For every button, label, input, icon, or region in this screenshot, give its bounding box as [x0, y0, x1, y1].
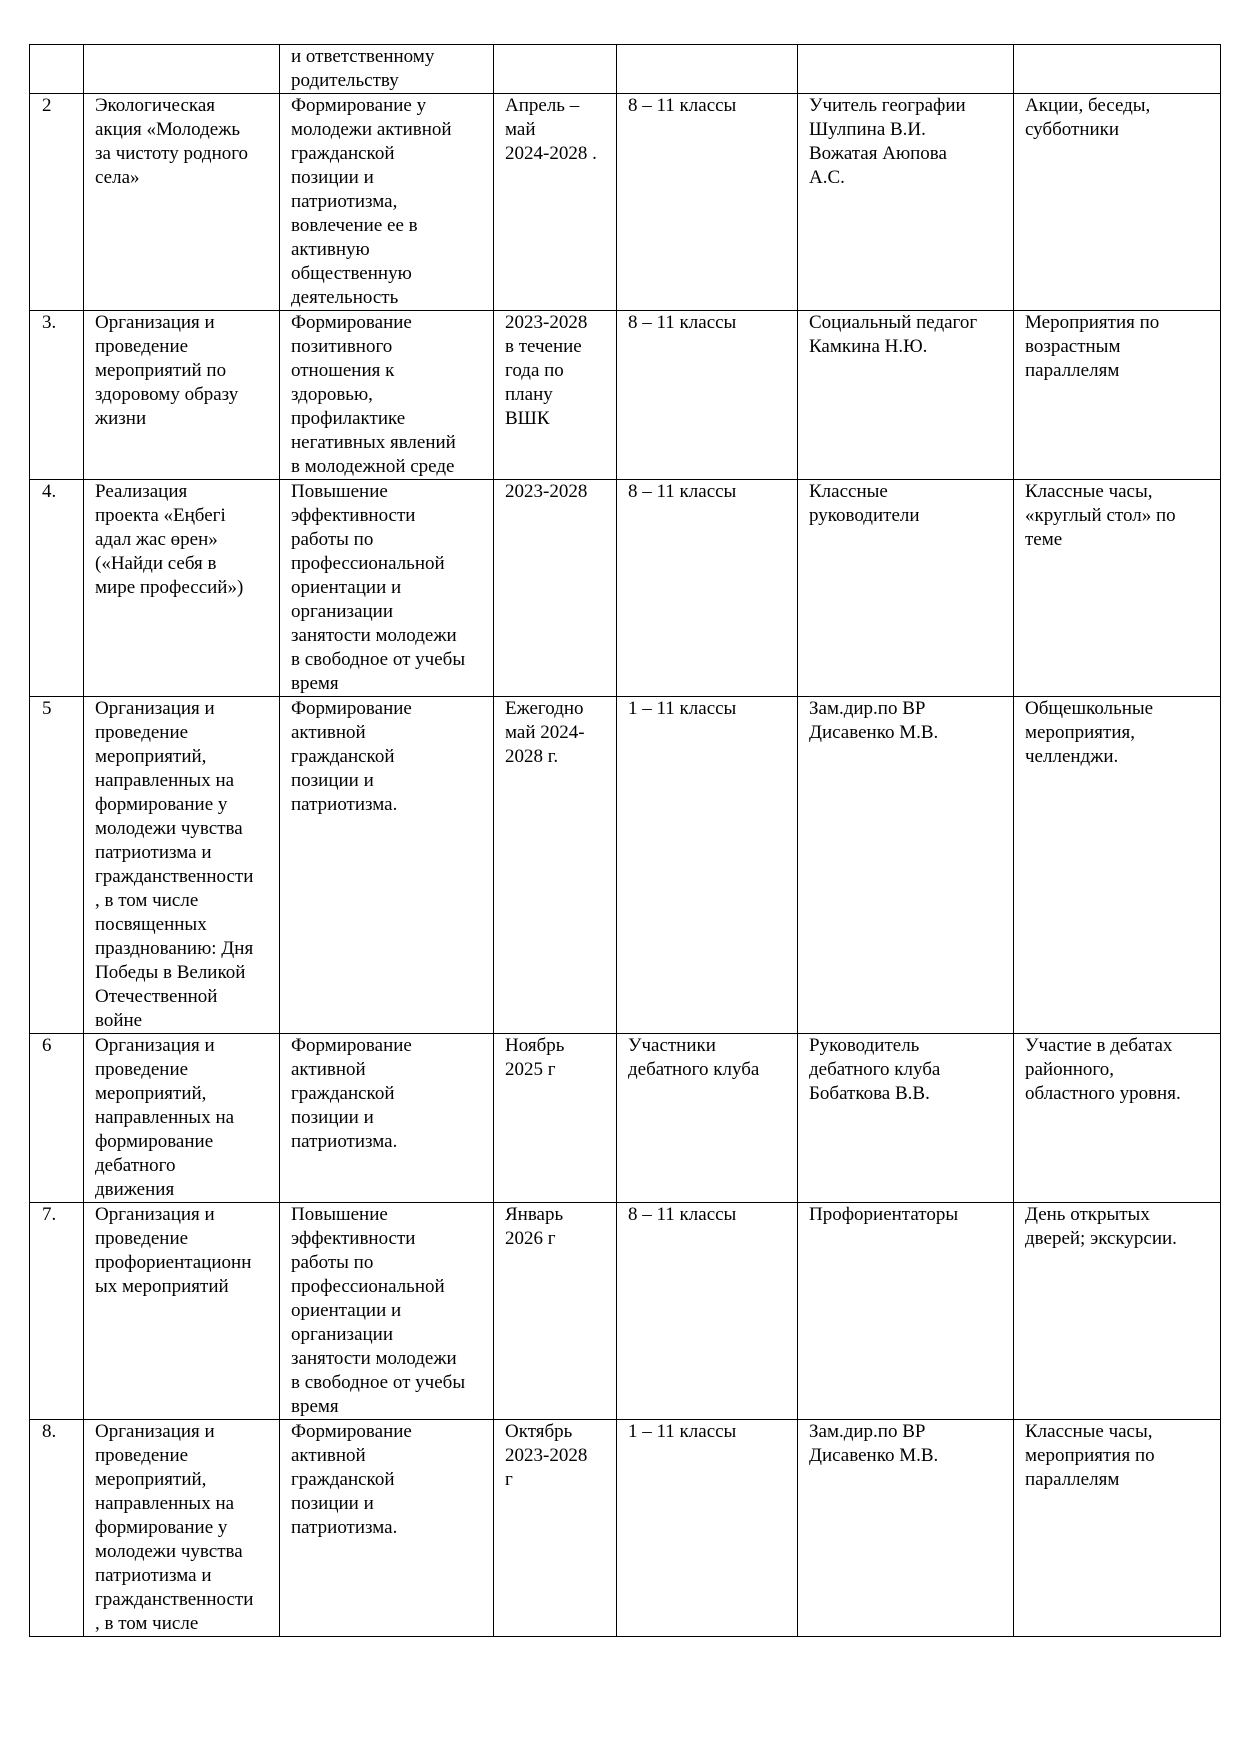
event-form: Акции, беседы, субботники: [1025, 95, 1151, 140]
responsible-cell: [798, 697, 1014, 1034]
table-row: [30, 94, 1221, 311]
event-dates: Ежегодно май 2024- 2028 г.: [505, 698, 585, 767]
event-cell: [84, 94, 280, 311]
event-participants: Участники дебатного клуба: [628, 1035, 760, 1080]
row-number-cell: [30, 480, 84, 697]
form-cell: [1014, 311, 1221, 480]
responsible-cell: [798, 480, 1014, 697]
participants-cell: [617, 94, 798, 311]
form-cell: [1014, 45, 1221, 94]
row-number-cell: [30, 311, 84, 480]
event-form: Классные часы, мероприятия по параллелям: [1025, 1421, 1155, 1490]
event-name: Организация и проведение мероприятий, направленных на формирование дебатного движения: [95, 1035, 235, 1200]
event-name: Реализация проекта «Еңбегі адал жас өрен» («Найди себя в мире профессий»): [95, 481, 244, 598]
event-form: Участие в дебатах районного, областного уровня.: [1025, 1035, 1181, 1104]
event-responsible: Учитель географии Шулпина В.И. Вожатая Аюпова А.С.: [809, 95, 966, 188]
row-number-cell: [30, 94, 84, 311]
event-responsible: Социальный педагог Камкина Н.Ю.: [809, 312, 978, 357]
event-cell: [84, 480, 280, 697]
event-goal: Повышение эффективности работы по профессиональной ориентации и организации занятости молодежи в свободное от учебы время: [291, 481, 466, 694]
table-body: [30, 45, 1221, 1637]
form-cell: [1014, 1420, 1221, 1637]
event-name: Организация и проведение мероприятий, направленных на формирование у молодежи чувства патриотизма и гражданственности , в том числе: [95, 1421, 254, 1634]
form-cell: [1014, 94, 1221, 311]
event-participants: 8 – 11 классы: [628, 95, 737, 116]
event-responsible: Классные руководители: [809, 481, 920, 526]
event-dates: Октябрь 2023-2028 г: [505, 1421, 588, 1490]
row-number: 7.: [42, 1204, 57, 1225]
row-number-cell: [30, 1420, 84, 1637]
event-form: Мероприятия по возрастным параллелям: [1025, 312, 1160, 381]
event-goal: и ответственному родительству: [291, 46, 435, 91]
event-goal: Формирование активной гражданской позиции и патриотизма.: [291, 1421, 412, 1538]
event-name: Организация и проведение мероприятий, направленных на формирование у молодежи чувства патриотизма и гражданственности , в том числе посвященных празднованию: Дня Победы в Великой Отечественной войне: [95, 698, 254, 1031]
participants-cell: [617, 1203, 798, 1420]
table-row: [30, 1203, 1221, 1420]
form-cell: [1014, 1034, 1221, 1203]
goal-cell: [280, 311, 494, 480]
event-cell: [84, 1034, 280, 1203]
event-dates: Январь 2026 г: [505, 1204, 564, 1249]
row-number-cell: [30, 45, 84, 94]
row-number: 2: [42, 95, 52, 116]
event-goal: Формирование у молодежи активной гражданской позиции и патриотизма, вовлечение ее в активную общественную деятельность: [291, 95, 452, 308]
event-responsible: Зам.дир.по ВР Дисавенко М.В.: [809, 1421, 939, 1466]
activities-table: [29, 44, 1221, 1637]
dates-cell: [494, 480, 617, 697]
responsible-cell: [798, 311, 1014, 480]
event-form: День открытых дверей; экскурсии.: [1025, 1204, 1177, 1249]
event-participants: 1 – 11 классы: [628, 1421, 737, 1442]
responsible-cell: [798, 1034, 1014, 1203]
event-name: Экологическая акция «Молодежь за чистоту родного села»: [95, 95, 249, 188]
row-number-cell: [30, 697, 84, 1034]
event-goal: Формирование позитивного отношения к здоровью, профилактике негативных явлений в молодежной среде: [291, 312, 456, 477]
row-number-cell: [30, 1203, 84, 1420]
goal-cell: [280, 697, 494, 1034]
event-cell: [84, 1203, 280, 1420]
participants-cell: [617, 45, 798, 94]
event-participants: 8 – 11 классы: [628, 481, 737, 502]
event-dates: 2023-2028 в течение года по плану ВШК: [505, 312, 588, 429]
event-responsible: Руководитель дебатного клуба Бобаткова В.В.: [809, 1035, 941, 1104]
table-row: [30, 1034, 1221, 1203]
dates-cell: [494, 45, 617, 94]
event-participants: 8 – 11 классы: [628, 312, 737, 333]
dates-cell: [494, 1034, 617, 1203]
participants-cell: [617, 1420, 798, 1637]
event-goal: Формирование активной гражданской позиции и патриотизма.: [291, 1035, 412, 1152]
participants-cell: [617, 480, 798, 697]
form-cell: [1014, 1203, 1221, 1420]
row-number-cell: [30, 1034, 84, 1203]
table-row: [30, 697, 1221, 1034]
event-cell: [84, 45, 280, 94]
responsible-cell: [798, 45, 1014, 94]
event-dates: 2023-2028: [505, 481, 588, 502]
event-responsible: Профориентаторы: [809, 1204, 959, 1225]
row-number: 5: [42, 698, 52, 719]
table-row: [30, 1420, 1221, 1637]
row-number: 3.: [42, 312, 57, 333]
event-cell: [84, 1420, 280, 1637]
form-cell: [1014, 480, 1221, 697]
event-responsible: Зам.дир.по ВР Дисавенко М.В.: [809, 698, 939, 743]
goal-cell: [280, 1420, 494, 1637]
dates-cell: [494, 94, 617, 311]
form-cell: [1014, 697, 1221, 1034]
participants-cell: [617, 1034, 798, 1203]
dates-cell: [494, 1203, 617, 1420]
row-number: 6: [42, 1035, 52, 1056]
event-participants: 8 – 11 классы: [628, 1204, 737, 1225]
table-row: [30, 45, 1221, 94]
event-cell: [84, 697, 280, 1034]
event-participants: 1 – 11 классы: [628, 698, 737, 719]
responsible-cell: [798, 1420, 1014, 1637]
goal-cell: [280, 94, 494, 311]
event-dates: Ноябрь 2025 г: [505, 1035, 565, 1080]
participants-cell: [617, 697, 798, 1034]
event-name: Организация и проведение профориентационн ых мероприятий: [95, 1204, 252, 1297]
goal-cell: [280, 1203, 494, 1420]
table-row: [30, 311, 1221, 480]
responsible-cell: [798, 94, 1014, 311]
event-goal: Формирование активной гражданской позиции и патриотизма.: [291, 698, 412, 815]
event-goal: Повышение эффективности работы по профессиональной ориентации и организации занятости молодежи в свободное от учебы время: [291, 1204, 466, 1417]
goal-cell: [280, 1034, 494, 1203]
dates-cell: [494, 697, 617, 1034]
dates-cell: [494, 311, 617, 480]
event-cell: [84, 311, 280, 480]
table-row: [30, 480, 1221, 697]
participants-cell: [617, 311, 798, 480]
event-dates: Апрель – май 2024-2028 .: [505, 95, 597, 164]
goal-cell: [280, 45, 494, 94]
event-form: Общешкольные мероприятия, челленджи.: [1025, 698, 1154, 767]
row-number: 4.: [42, 481, 57, 502]
dates-cell: [494, 1420, 617, 1637]
goal-cell: [280, 480, 494, 697]
row-number: 8.: [42, 1421, 57, 1442]
responsible-cell: [798, 1203, 1014, 1420]
event-form: Классные часы, «круглый стол» по теме: [1025, 481, 1176, 550]
event-name: Организация и проведение мероприятий по здоровому образу жизни: [95, 312, 239, 429]
